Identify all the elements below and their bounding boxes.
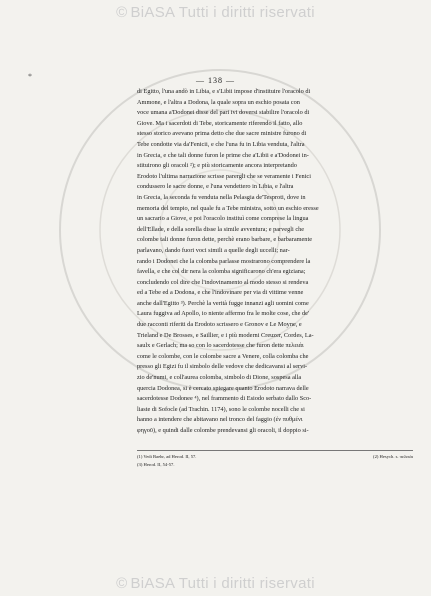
text-line: φηγοῦ), e quindi dalle colombe prendevansi gli oracoli, il doppio si- <box>137 427 309 434</box>
text-line: Trieland e De Brosses, e Saillier, e i più moderni Creuzer, Cordes, La- <box>137 331 314 339</box>
text-line: di Egitto, l'una andò in Libia, e s'Libii impose d'instituire l'oracolo di <box>137 88 311 95</box>
watermark-top <box>0 2 431 22</box>
text-line: rando i Dodonei che la colomba parlasse mostrarono comprendere la <box>137 257 311 265</box>
watermark-bottom-text: BiASA Tutti i diritti riservati <box>130 574 315 592</box>
text-line: due racconti riferiti da Erodoto scrissero e Gronov e Le Moyne, e <box>137 321 302 329</box>
text-line: Laura fuggiva ad Apollo, io niente affermo fra le molte cose, che de' <box>137 310 310 318</box>
text-line: stesso storico avevano prima detto che due sacre ministre furono di <box>137 130 307 138</box>
text-line: condussero le sacre donne, e l'una vendettero in Libia, e l'altra <box>137 183 294 191</box>
page-corner-mark: * <box>28 72 32 81</box>
text-line: quercia Dodonea, si è cercato spiegare quanto Erodoto narrava delle <box>137 384 309 392</box>
copyright-icon: © <box>116 3 128 21</box>
text-line: favella, e che col dir nera la colomba significarono ch'era egiziana; <box>137 268 306 276</box>
page-number: — 138 — <box>196 76 235 85</box>
text-line: concludendo col dire che l'indovinamento al modo stesso si rendeva <box>137 278 309 286</box>
footnote: (1) Vedi Baehr, ad Herod. II, 57. <box>137 454 197 459</box>
text-line: colombe tali donne furon dette, perchè erano barbare, e barbaramente <box>137 236 312 244</box>
text-line: in Grecia, e che tali donne furon le prime che a'Libii e a'Dodonei in- <box>137 151 309 159</box>
text-line: Tebe condotte via da'Fenicii, e che l'una fu in Libia venduta, l'altra <box>137 140 305 148</box>
text-line: saulx e Gerlach; ma so con lo sacerdotesse che furon dette πελειάι <box>137 342 304 350</box>
text-line: liaste di Sofocle (ad Trachin. 1174), sono le colombe nocelli che si <box>137 405 305 413</box>
text-line: Giove. Ma i sacerdoti di Tebe, storicamente riferendo il fatto, allo <box>137 119 303 127</box>
text-line: Erodoto l'ultima narrazione scrisse parergli che se veramente i Fenici <box>137 172 311 180</box>
footnotes <box>137 453 413 469</box>
text-line: ed a Tebe ed a Dodona, e che l'indovinare per via di vittime venne <box>137 289 304 297</box>
page-body-text <box>137 87 413 437</box>
text-line: parlavano, dando fuori voci simili a quelle degli uccelli; nar- <box>137 246 290 254</box>
footnote: (3) Herod. II, 54-57. <box>137 462 175 467</box>
copyright-icon: © <box>116 574 128 592</box>
watermark-top-text: BiASA Tutti i diritti riservati <box>130 3 315 21</box>
footnote: (2) Hesych. s. πελειάι <box>373 454 413 459</box>
text-line: un sacrario a Giove, e poi l'oracolo instituì come comprese la lingua <box>137 215 309 223</box>
text-line: voce umana a'Dodonei disse del pari ivi doversi stabilire l'oracolo di <box>137 109 310 117</box>
text-line: come le colombe, con le colombe sacre a Venere, colla colomba che <box>137 352 309 360</box>
text-line: in Grecia, la seconda fu venduta nella Pelasgia de'Tesproti, dove in <box>137 193 306 201</box>
text-line: hanno a intendere che abitavano nel tronco del faggio (ἐν πυθμένι <box>137 416 303 424</box>
text-line: sacerdotesse Dodonee ⁴), nel frammento di Esiodo serbato dallo Sco- <box>137 395 312 403</box>
text-line: stituirono gli oracoli ²); e più storicamente ancora interpretando <box>137 162 297 170</box>
text-line: dell'Ellade, e della sorella disse la simile avventura; e parvegli che <box>137 225 305 233</box>
footnote-divider <box>137 450 413 451</box>
text-line: memoria del tempio, nel quale fu a Tebe ministra, sotto un eschio eresse <box>137 204 319 212</box>
text-line: presso gli Egizi fu il simbolo delle vedove che dedicavansi al servi- <box>137 363 308 371</box>
text-line: zio de'numi, e coll'aurea colomba, simbolo di Dione, sospesa alla <box>137 374 302 382</box>
watermark-bottom <box>0 573 431 593</box>
text-line: anche dall'Egitto ³). Perchè la verità fugge innanzi agli uomini come <box>137 299 309 307</box>
text-line: Ammone, e l'altra a Dodona, la quale sopra un eschio posata con <box>137 98 300 106</box>
